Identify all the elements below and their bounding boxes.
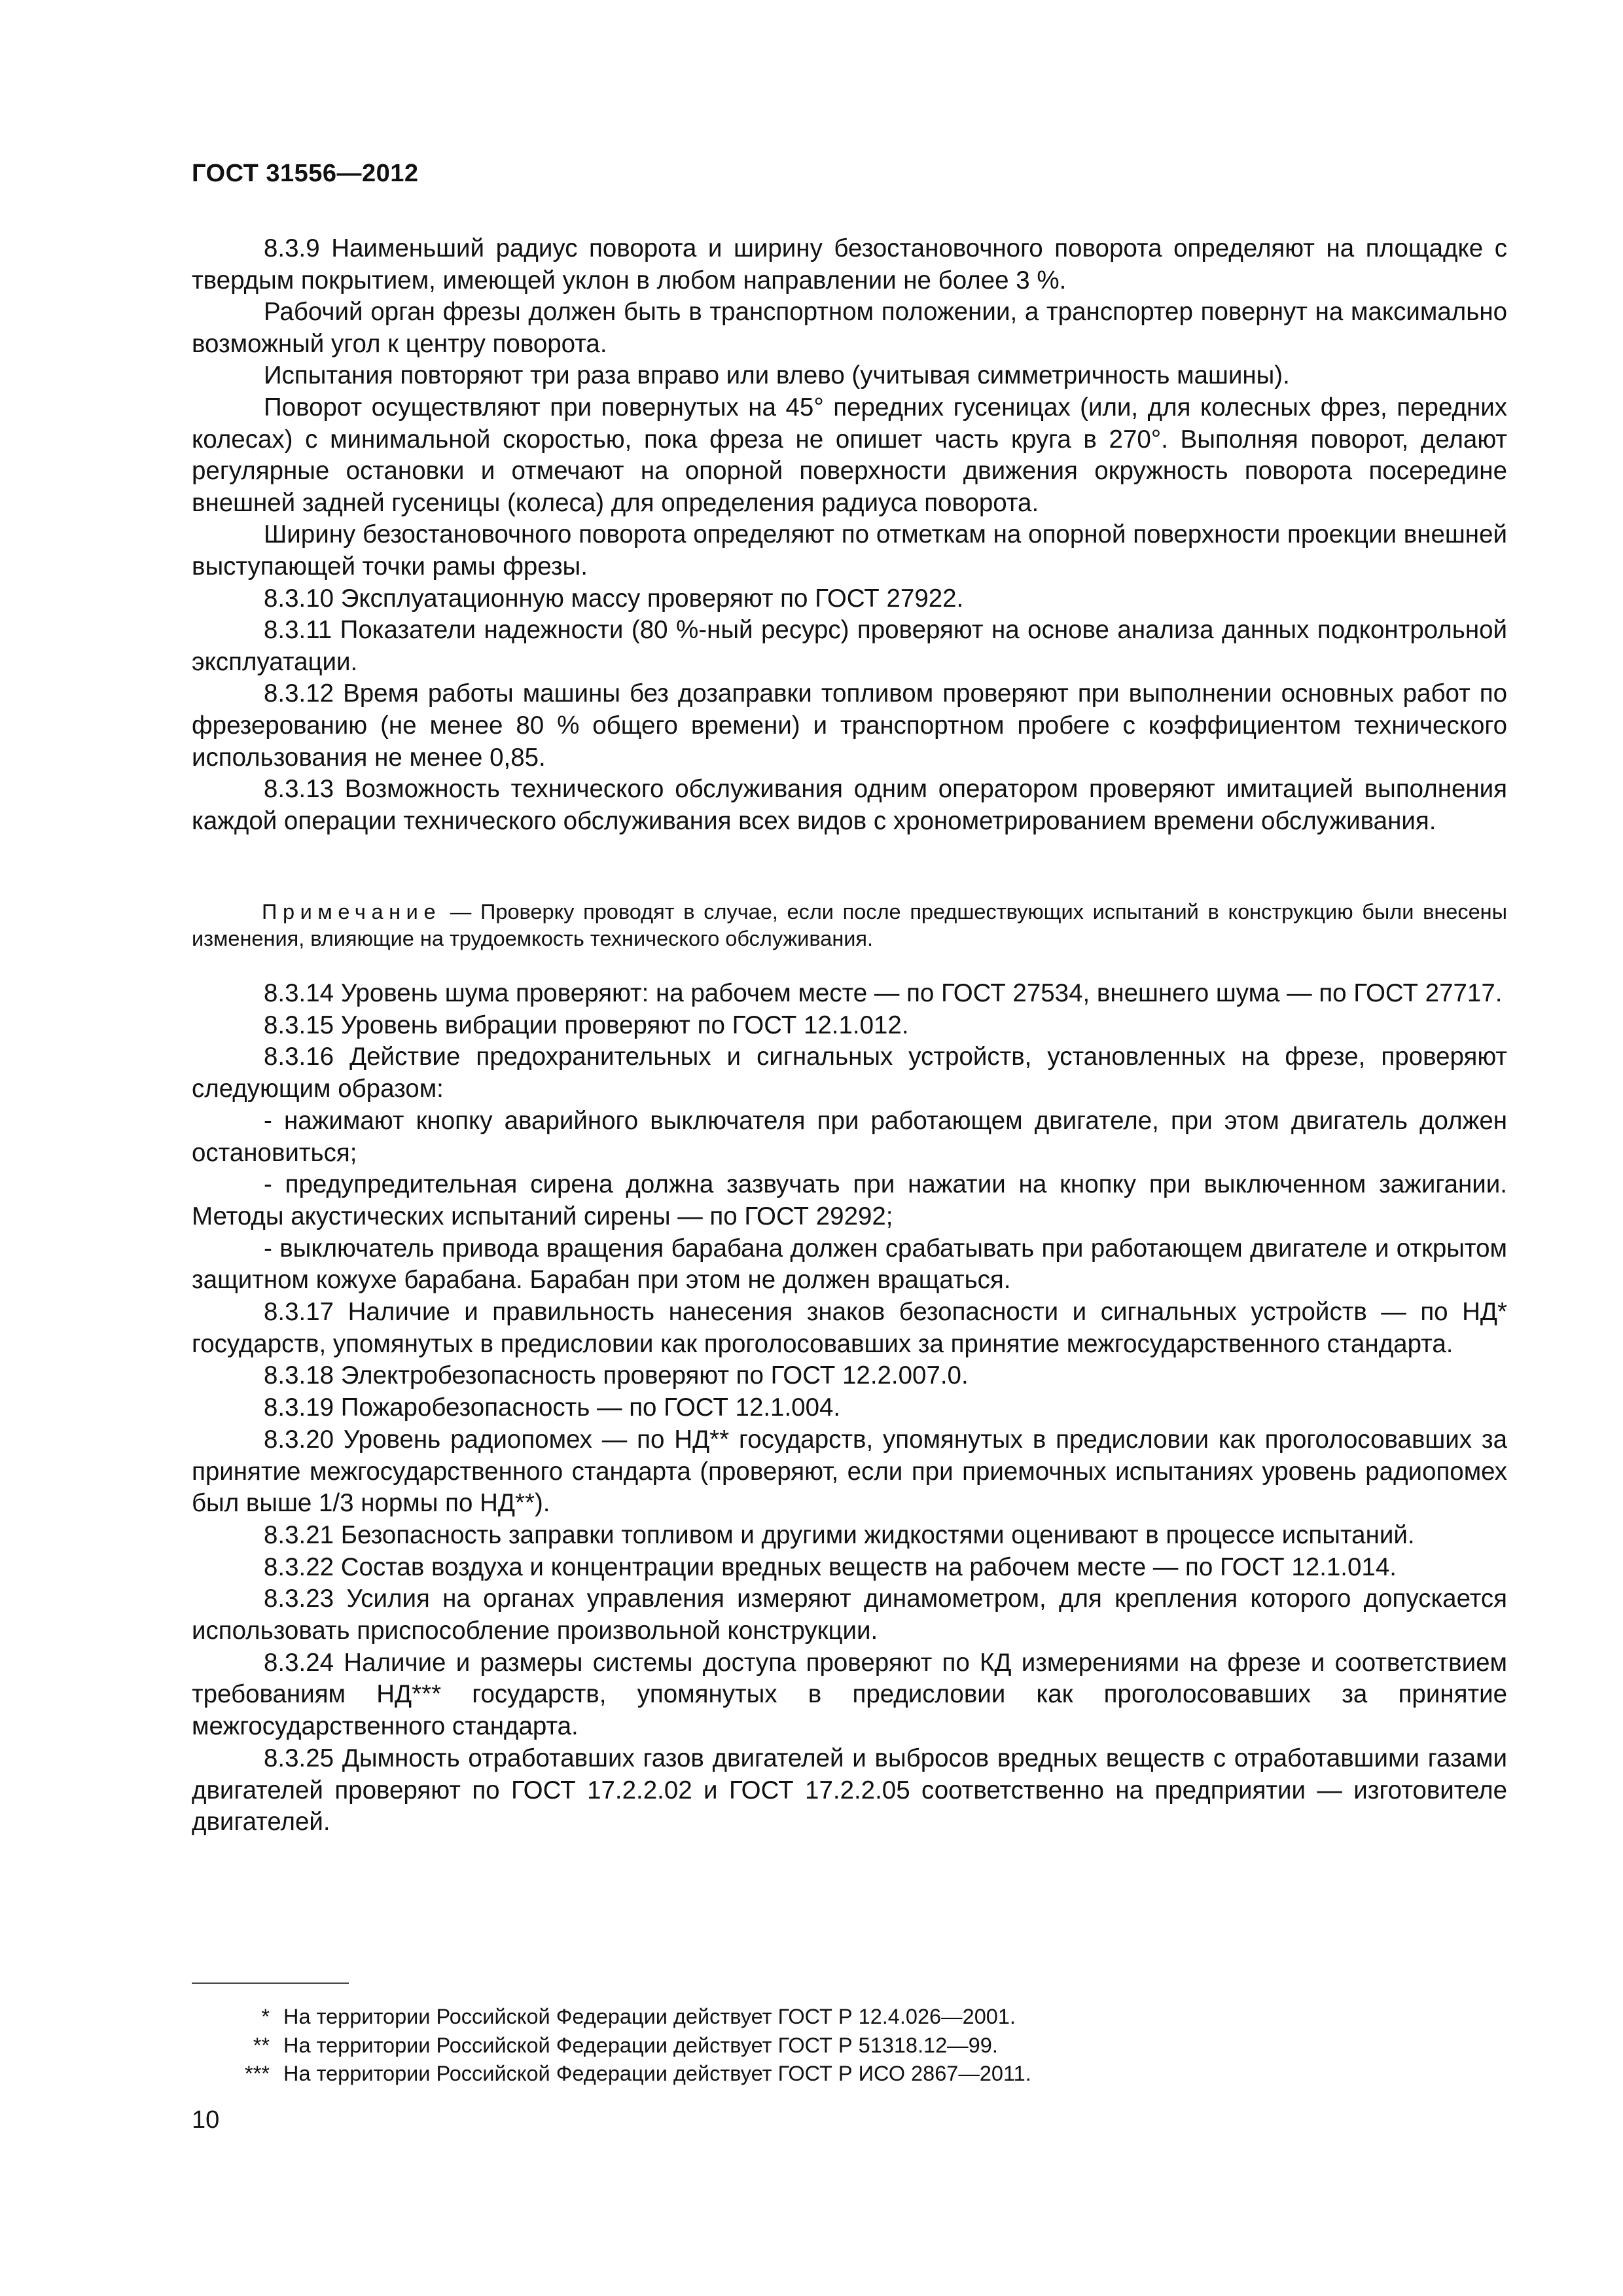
note-text: — Проверку проводят в случае, если после предшествующих испытаний в конструкцию были внесены изменения, влияющие на трудоемкость технического обслуживания. xyxy=(192,900,1507,950)
paragraph-8-3-25: 8.3.25 Дымность отработавших газов двигателей и выбросов вредных веществ с отработавшими газами двигателей проверяют по ГОСТ 17.2.2.02 и ГОСТ 17.2.2.05 соответственно на предприятии — изготовителе двигателей. xyxy=(192,1744,1507,1837)
footnote-divider xyxy=(192,1982,349,1984)
paragraph-8-3-9: 8.3.9 Наименьший радиус поворота и ширину безостановочного поворота определяют на площадке с твердым покрытием, имеющей уклон в любом направлении не более 3 %. xyxy=(192,234,1507,295)
paragraph-8-3-16: 8.3.16 Действие предохранительных и сигнальных устройств, установленных на фрезе, проверяют следующим образом: xyxy=(192,1043,1507,1103)
note-label: Примечание xyxy=(262,900,442,924)
paragraph-turn-width: Ширину безостановочного поворота определяют по отметкам на опорной поверхности проекции внешней выступающей точки рамы фрезы. xyxy=(192,520,1507,581)
paragraph-8-3-24: 8.3.24 Наличие и размеры системы доступа проверяют по КД измерениями на фрезе и соответствием требованиям НД*** государств, упомянутых в предисловии как проголосовавших за принятие межгосударственного стандарта. xyxy=(192,1648,1507,1741)
footnote-text: На территории Российской Федерации действует ГОСТ Р ИСО 2867—2011. xyxy=(283,2062,1031,2085)
paragraph-8-3-17: 8.3.17 Наличие и правильность нанесения знаков безопасности и сигнальных устройств — по НД* государств, упомянутых в предисловии как проголосовавших за принятие межгосударственного стандарта. xyxy=(192,1298,1507,1358)
paragraph-working-organ: Рабочий орган фрезы должен быть в транспортном положении, а транспортер повернут на максимально возможный угол к центру поворота. xyxy=(192,298,1507,358)
paragraph-8-3-14: 8.3.14 Уровень шума проверяют: на рабочем месте — по ГОСТ 27534, внешнего шума — по ГОСТ 27717. xyxy=(264,979,1503,1007)
paragraph-8-3-19: 8.3.19 Пожаробезопасность — по ГОСТ 12.1.004. xyxy=(264,1393,841,1422)
clause-8-3-9-to-8-3-13 xyxy=(192,233,1507,837)
paragraph-turn-procedure: Поворот осуществляют при повернутых на 45° передних гусеницах (или, для колесных фрез, передних колесах) с минимальной скоростью, пока фреза не опишет часть круга в 270°. Выполняя поворот, делают регулярные остановки и отмечают на опорной поверхности движения окружность поворота посередине внешней задней гусеницы (колеса) для определения радиуса поворота. xyxy=(192,393,1507,517)
footnotes xyxy=(192,2003,1507,2089)
footnote-mark: *** xyxy=(245,2062,270,2085)
paragraph-repeat-tests: Испытания повторяют три раза вправо или влево (учитывая симметричность машины). xyxy=(264,361,1290,390)
footnote-3 xyxy=(192,2060,1507,2089)
paragraph-8-3-18: 8.3.18 Электробезопасность проверяют по ГОСТ 12.2.007.0. xyxy=(264,1361,969,1390)
paragraph-8-3-10: 8.3.10 Эксплуатационную массу проверяют по ГОСТ 27922. xyxy=(264,584,964,613)
paragraph-8-3-21: 8.3.21 Безопасность заправки топливом и другими жидкостями оценивают в процессе испытаний. xyxy=(264,1520,1415,1549)
clause-8-3-14-to-8-3-25 xyxy=(192,978,1507,1839)
footnote-1 xyxy=(192,2003,1507,2032)
paragraph-8-3-13: 8.3.13 Возможность технического обслуживания одним оператором проверяют имитацией выполнения каждой операции технического обслуживания всех видов с хронометрированием времени обслуживания. xyxy=(192,775,1507,835)
footnote-2 xyxy=(192,2032,1507,2060)
note-block xyxy=(192,899,1507,952)
paragraph-8-3-11: 8.3.11 Показатели надежности (80 %-ный ресурс) проверяют на основе анализа данных подконтрольной эксплуатации. xyxy=(192,616,1507,676)
page-number: 10 xyxy=(192,2106,220,2134)
footnote-text: На территории Российской Федерации действует ГОСТ Р 12.4.026—2001. xyxy=(283,2005,1016,2028)
standard-designation: ГОСТ 31556—2012 xyxy=(192,160,419,187)
list-item-emergency-button: - нажимают кнопку аварийного выключателя при работающем двигателе, при этом двигатель должен остановиться; xyxy=(192,1106,1507,1167)
paragraph-8-3-15: 8.3.15 Уровень вибрации проверяют по ГОСТ 12.1.012. xyxy=(264,1011,909,1039)
note-paragraph xyxy=(192,899,1507,952)
paragraph-8-3-23: 8.3.23 Усилия на органах управления измеряют динамометром, для крепления которого допускается использовать приспособление произвольной конструкции. xyxy=(192,1585,1507,1645)
footnote-mark: * xyxy=(261,2005,270,2028)
paragraph-8-3-20: 8.3.20 Уровень радиопомех — по НД** государств, упомянутых в предисловии как проголосовавших за принятие межгосударственного стандарта (проверяют, если при приемочных испытаниях уровень радиопомех был выше 1/3 нормы по НД**). xyxy=(192,1425,1507,1518)
list-item-drum-switch: - выключатель привода вращения барабана должен срабатывать при работающем двигателе и открытом защитном кожухе барабана. Барабан при этом не должен вращаться. xyxy=(192,1234,1507,1295)
paragraph-8-3-12: 8.3.12 Время работы машины без дозаправки топливом проверяют при выполнении основных работ по фрезерованию (не менее 80 % общего времени) и транспортном пробеге с коэффициентом технического использования не менее 0,85. xyxy=(192,679,1507,772)
footnote-mark: ** xyxy=(253,2033,270,2057)
paragraph-8-3-22: 8.3.22 Состав воздуха и концентрации вредных веществ на рабочем месте — по ГОСТ 12.1.014. xyxy=(264,1552,1397,1581)
footnote-text: На территории Российской Федерации действует ГОСТ Р 51318.12—99. xyxy=(283,2033,998,2057)
list-item-siren: - предупредительная сирена должна зазвучать при нажатии на кнопку при выключенном зажигании. Методы акустических испытаний сирены — по ГОСТ 29292; xyxy=(192,1170,1507,1230)
